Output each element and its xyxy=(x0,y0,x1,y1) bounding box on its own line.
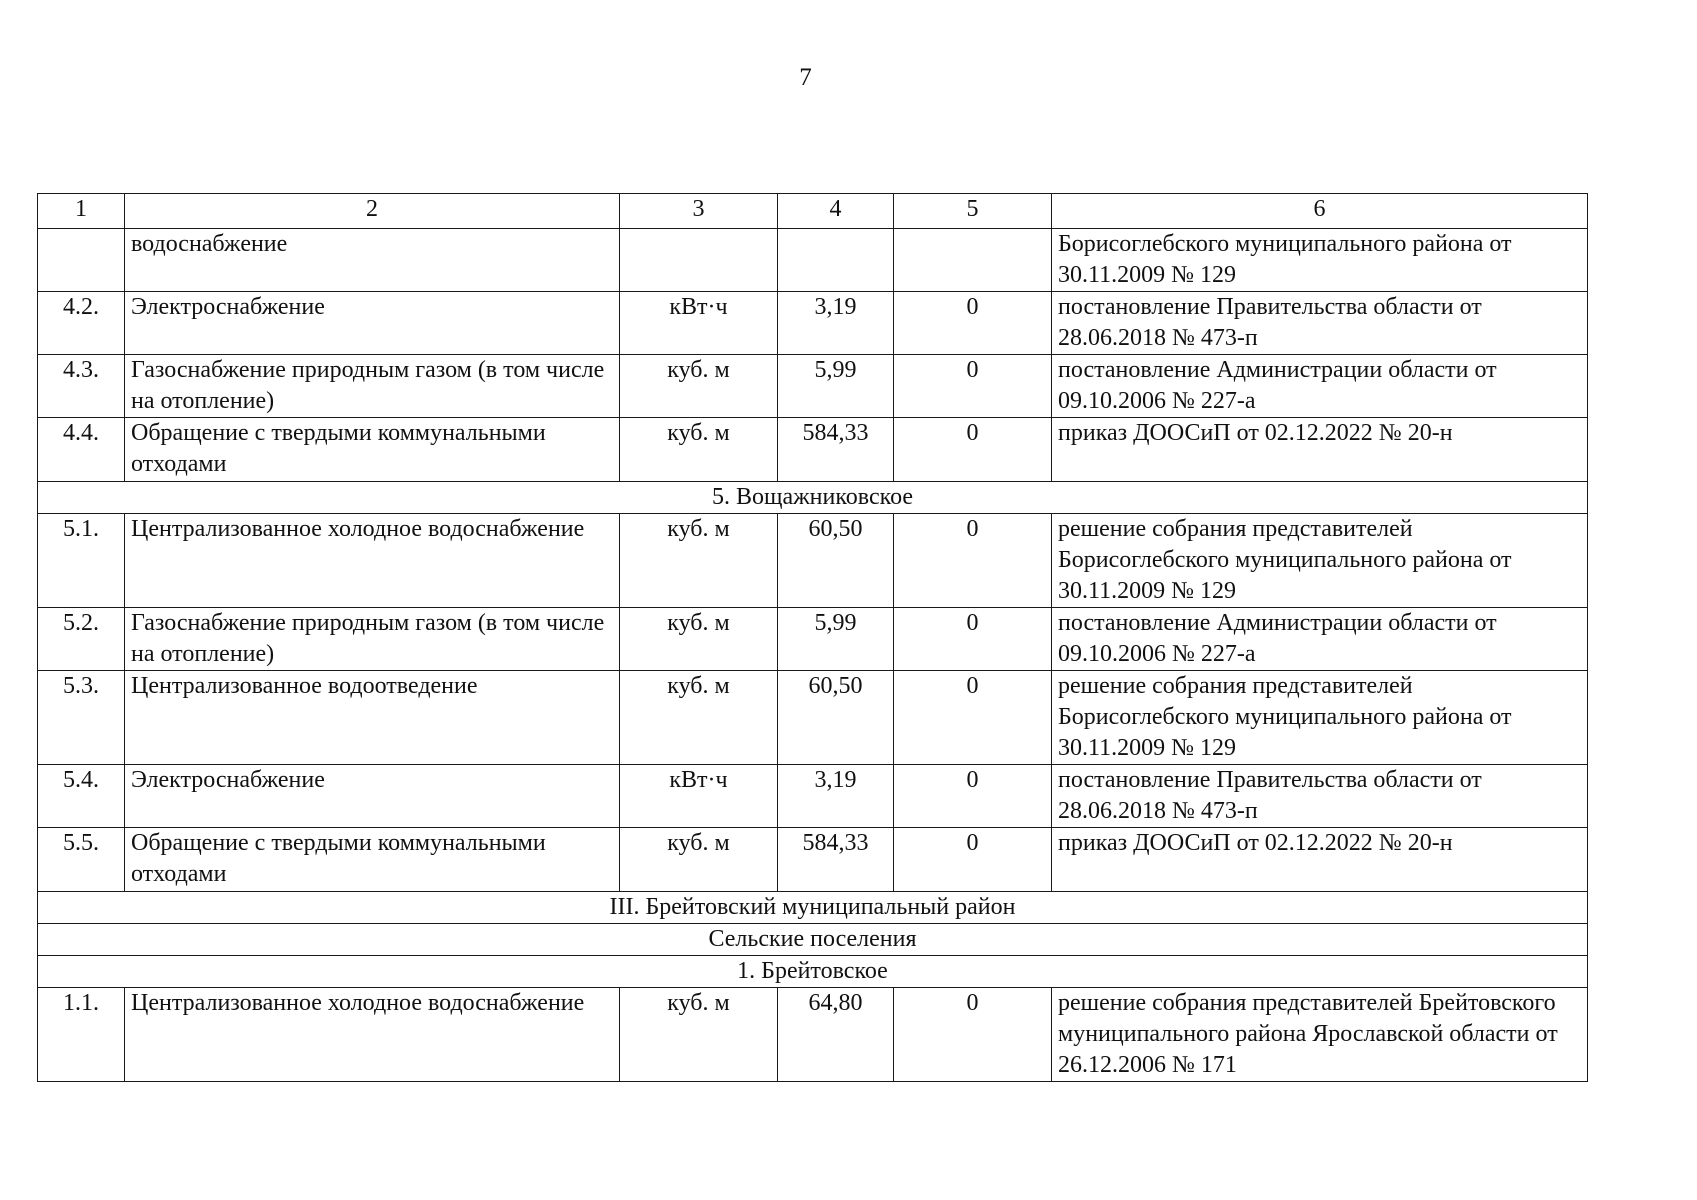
service-name: Обращение с твердыми коммунальными отходами xyxy=(125,418,620,482)
table-row xyxy=(38,514,1588,608)
service-name: Обращение с твердыми коммунальными отходами xyxy=(125,828,620,892)
legal-document: постановление Правительства области от 28.06.2018 № 473-п xyxy=(1052,292,1588,355)
table-row xyxy=(38,828,1588,892)
norm-value: 5,99 xyxy=(778,608,894,671)
legal-document: приказ ДООСиП от 02.12.2022 № 20-н xyxy=(1052,828,1588,892)
row-number xyxy=(38,229,125,292)
row-number: 1.1. xyxy=(38,988,125,1082)
table-row xyxy=(38,355,1588,418)
tariff-table xyxy=(37,193,1588,1082)
unit-of-measure: кВт·ч xyxy=(620,765,778,828)
row-number: 5.3. xyxy=(38,671,125,765)
norm-value: 60,50 xyxy=(778,671,894,765)
service-name: Газоснабжение природным газом (в том числе на отопление) xyxy=(125,355,620,418)
row-number: 4.3. xyxy=(38,355,125,418)
norm-value: 3,19 xyxy=(778,765,894,828)
norm-value: 584,33 xyxy=(778,418,894,482)
row-number: 4.4. xyxy=(38,418,125,482)
table-row xyxy=(38,229,1588,292)
service-name: Электроснабжение xyxy=(125,765,620,828)
unit-of-measure xyxy=(620,229,778,292)
table-row xyxy=(38,418,1588,482)
table-row xyxy=(38,671,1588,765)
unit-of-measure: кВт·ч xyxy=(620,292,778,355)
section-row xyxy=(38,892,1588,924)
page-number: 7 xyxy=(799,64,812,91)
section-row xyxy=(38,482,1588,514)
row-number: 4.2. xyxy=(38,292,125,355)
column-5-value: 0 xyxy=(894,418,1052,482)
section-title: Сельские поселения xyxy=(38,924,1588,956)
header-cell: 4 xyxy=(778,194,894,229)
service-name: Электроснабжение xyxy=(125,292,620,355)
legal-document: Борисоглебского муниципального района от 30.11.2009 № 129 xyxy=(1052,229,1588,292)
column-5-value: 0 xyxy=(894,292,1052,355)
column-5-value: 0 xyxy=(894,828,1052,892)
unit-of-measure: куб. м xyxy=(620,418,778,482)
unit-of-measure: куб. м xyxy=(620,988,778,1082)
column-5-value: 0 xyxy=(894,514,1052,608)
service-name: Газоснабжение природным газом (в том числе на отопление) xyxy=(125,608,620,671)
unit-of-measure: куб. м xyxy=(620,514,778,608)
legal-document: решение собрания представителей Брейтовского муниципального района Ярославской области от 26.12.2006 № 171 xyxy=(1052,988,1588,1082)
table-row xyxy=(38,988,1588,1082)
legal-document: решение собрания представителей Борисоглебского муниципального района от 30.11.2009 № 129 xyxy=(1052,671,1588,765)
unit-of-measure: куб. м xyxy=(620,355,778,418)
header-cell: 2 xyxy=(125,194,620,229)
norm-value: 3,19 xyxy=(778,292,894,355)
norm-value xyxy=(778,229,894,292)
legal-document: постановление Администрации области от 09.10.2006 № 227-а xyxy=(1052,608,1588,671)
column-5-value: 0 xyxy=(894,608,1052,671)
header-cell: 3 xyxy=(620,194,778,229)
header-cell: 5 xyxy=(894,194,1052,229)
norm-value: 64,80 xyxy=(778,988,894,1082)
section-title: III. Брейтовский муниципальный район xyxy=(38,892,1588,924)
row-number: 5.4. xyxy=(38,765,125,828)
column-5-value xyxy=(894,229,1052,292)
column-5-value: 0 xyxy=(894,765,1052,828)
section-row xyxy=(38,956,1588,988)
column-5-value: 0 xyxy=(894,988,1052,1082)
section-title: 5. Вощажниковское xyxy=(38,482,1588,514)
norm-value: 60,50 xyxy=(778,514,894,608)
column-5-value: 0 xyxy=(894,355,1052,418)
legal-document: приказ ДООСиП от 02.12.2022 № 20-н xyxy=(1052,418,1588,482)
table-row xyxy=(38,765,1588,828)
legal-document: постановление Правительства области от 28.06.2018 № 473-п xyxy=(1052,765,1588,828)
row-number: 5.1. xyxy=(38,514,125,608)
unit-of-measure: куб. м xyxy=(620,828,778,892)
table-header-row xyxy=(38,194,1588,229)
service-name: водоснабжение xyxy=(125,229,620,292)
unit-of-measure: куб. м xyxy=(620,671,778,765)
row-number: 5.5. xyxy=(38,828,125,892)
table-row xyxy=(38,608,1588,671)
norm-value: 584,33 xyxy=(778,828,894,892)
legal-document: решение собрания представителей Борисоглебского муниципального района от 30.11.2009 № 129 xyxy=(1052,514,1588,608)
section-row xyxy=(38,924,1588,956)
service-name: Централизованное холодное водоснабжение xyxy=(125,988,620,1082)
unit-of-measure: куб. м xyxy=(620,608,778,671)
row-number: 5.2. xyxy=(38,608,125,671)
service-name: Централизованное холодное водоснабжение xyxy=(125,514,620,608)
section-title: 1. Брейтовское xyxy=(38,956,1588,988)
legal-document: постановление Администрации области от 09.10.2006 № 227-а xyxy=(1052,355,1588,418)
header-cell: 6 xyxy=(1052,194,1588,229)
column-5-value: 0 xyxy=(894,671,1052,765)
service-name: Централизованное водоотведение xyxy=(125,671,620,765)
table-row xyxy=(38,292,1588,355)
norm-value: 5,99 xyxy=(778,355,894,418)
header-cell: 1 xyxy=(38,194,125,229)
